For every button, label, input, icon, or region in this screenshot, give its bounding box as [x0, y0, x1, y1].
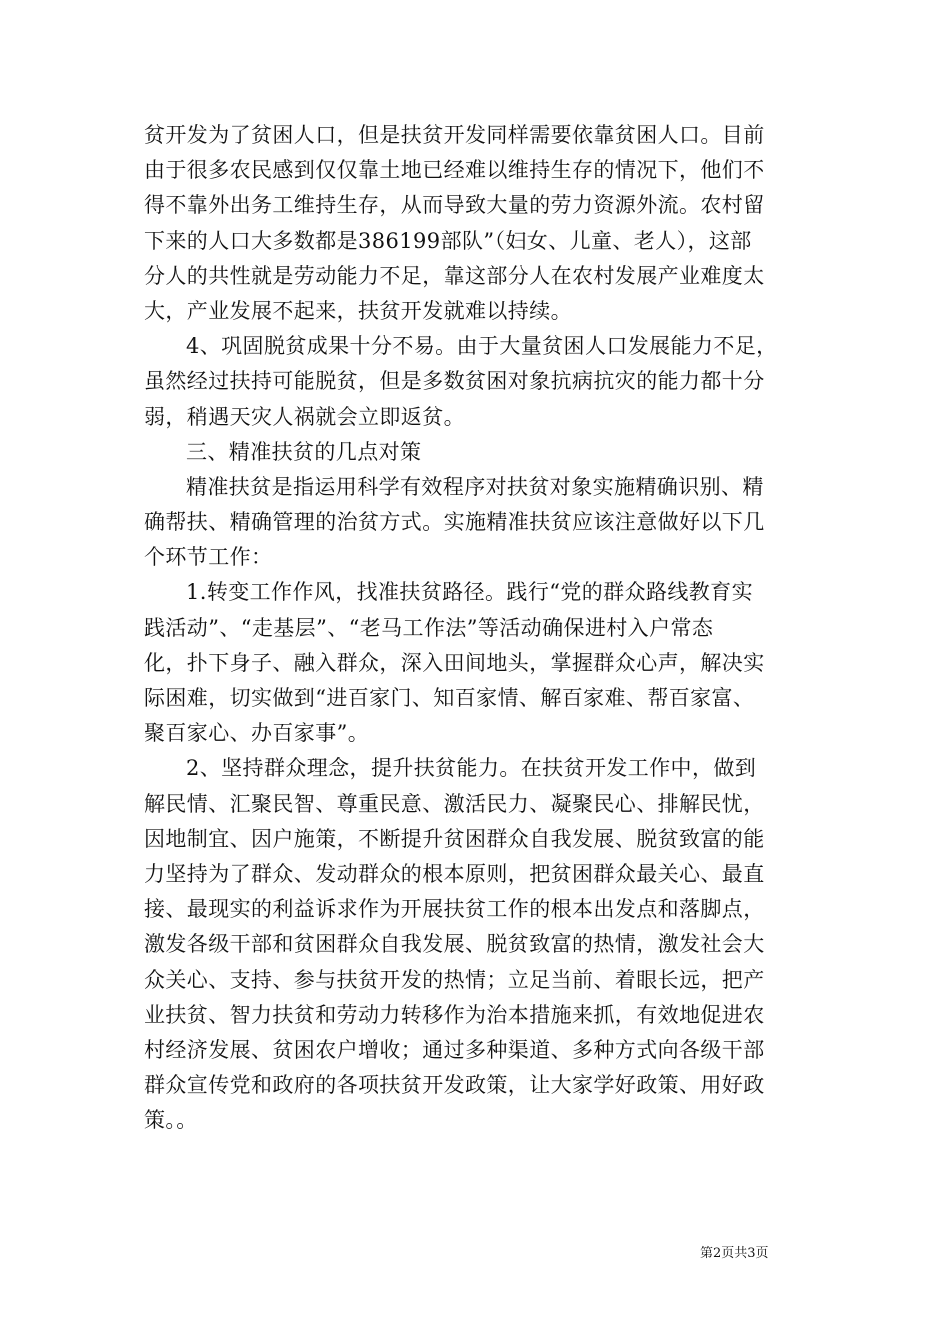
text-line: 大，产业发展不起来，扶贫开发就难以持续。 [144, 298, 572, 323]
text-line: 聚百家心、办百家事”。 [144, 721, 370, 746]
document-body [144, 118, 816, 1138]
text-line: 众关心、支持、参与扶贫开发的热情；立足当前、着眼长远，把产 [144, 967, 765, 992]
text-line: 接、最现实的利益诉求作为开展扶贫工作的根本出发点和落脚点， [144, 897, 765, 922]
text-line: 策。。 [144, 1108, 198, 1133]
text-line: 下来的人口大多数都是386199部队”（妇女、儿童、老人），这部 [144, 228, 752, 253]
text-line: 确帮扶、精确管理的治贫方式。实施精准扶贫应该注意做好以下几 [144, 510, 765, 535]
text-line: 激发各级干部和贫困群众自我发展、脱贫致富的热情，激发社会大 [144, 932, 765, 957]
paragraph-start-line: 1.转变工作作风，找准扶贫路径。践行“党的群众路线教育实 [186, 580, 753, 605]
text-line: 由于很多农民感到仅仅靠土地已经难以维持生存的情况下，他们不 [144, 158, 765, 183]
text-line: 得不靠外出务工维持生存，从而导致大量的劳力资源外流。农村留 [144, 193, 765, 218]
text-line: 化，扑下身子、融入群众，深入田间地头，掌握群众心声，解决实 [144, 650, 765, 675]
paragraph-start-line: 精准扶贫是指运用科学有效程序对扶贫对象实施精确识别、精 [186, 474, 764, 499]
text-line: 贫开发为了贫困人口，但是扶贫开发同样需要依靠贫困人口。目前 [144, 123, 765, 147]
text-line: 际困难，切实做到“进百家门、知百家情、解百家难、帮百家富、 [144, 686, 755, 710]
page-number: 第2页共3页 [700, 1246, 769, 1261]
section-heading: 三、精准扶贫的几点对策 [186, 439, 422, 464]
text-line: 力坚持为了群众、发动群众的根本原则，把贫困群众最关心、最直 [144, 861, 765, 886]
text-line: 虽然经过扶持可能脱贫，但是多数贫困对象抗病抗灾的能力都十分 [144, 369, 765, 394]
paragraph-start-line: 4、巩固脱贫成果十分不易。由于大量贫困人口发展能力不足， [186, 334, 778, 359]
text-line: 践活动”、“走基层”、“老马工作法”等活动确保进村入户常态 [144, 615, 714, 640]
paragraph-start-line: 2、坚持群众理念，提升扶贫能力。在扶贫开发工作中，做到 [186, 756, 757, 781]
text-line: 群众宣传党和政府的各项扶贫开发政策，让大家学好政策、用好政 [144, 1073, 765, 1098]
text-line: 个环节工作： [144, 545, 273, 570]
text-line: 弱，稍遇天灾人祸就会立即返贫。 [144, 404, 465, 429]
text-line: 分人的共性就是劳动能力不足，靠这部分人在农村发展产业难度太 [144, 263, 765, 288]
text-line: 业扶贫、智力扶贫和劳动力转移作为治本措施来抓，有效地促进农 [144, 1002, 765, 1027]
text-line: 解民情、汇聚民智、尊重民意、激活民力、凝聚民心、排解民忧， [144, 791, 765, 816]
text-line: 村经济发展、贫困农户增收；通过多种渠道、多种方式向各级干部 [144, 1037, 765, 1062]
text-line: 因地制宜、因户施策，不断提升贫困群众自我发展、脱贫致富的能 [144, 826, 765, 851]
